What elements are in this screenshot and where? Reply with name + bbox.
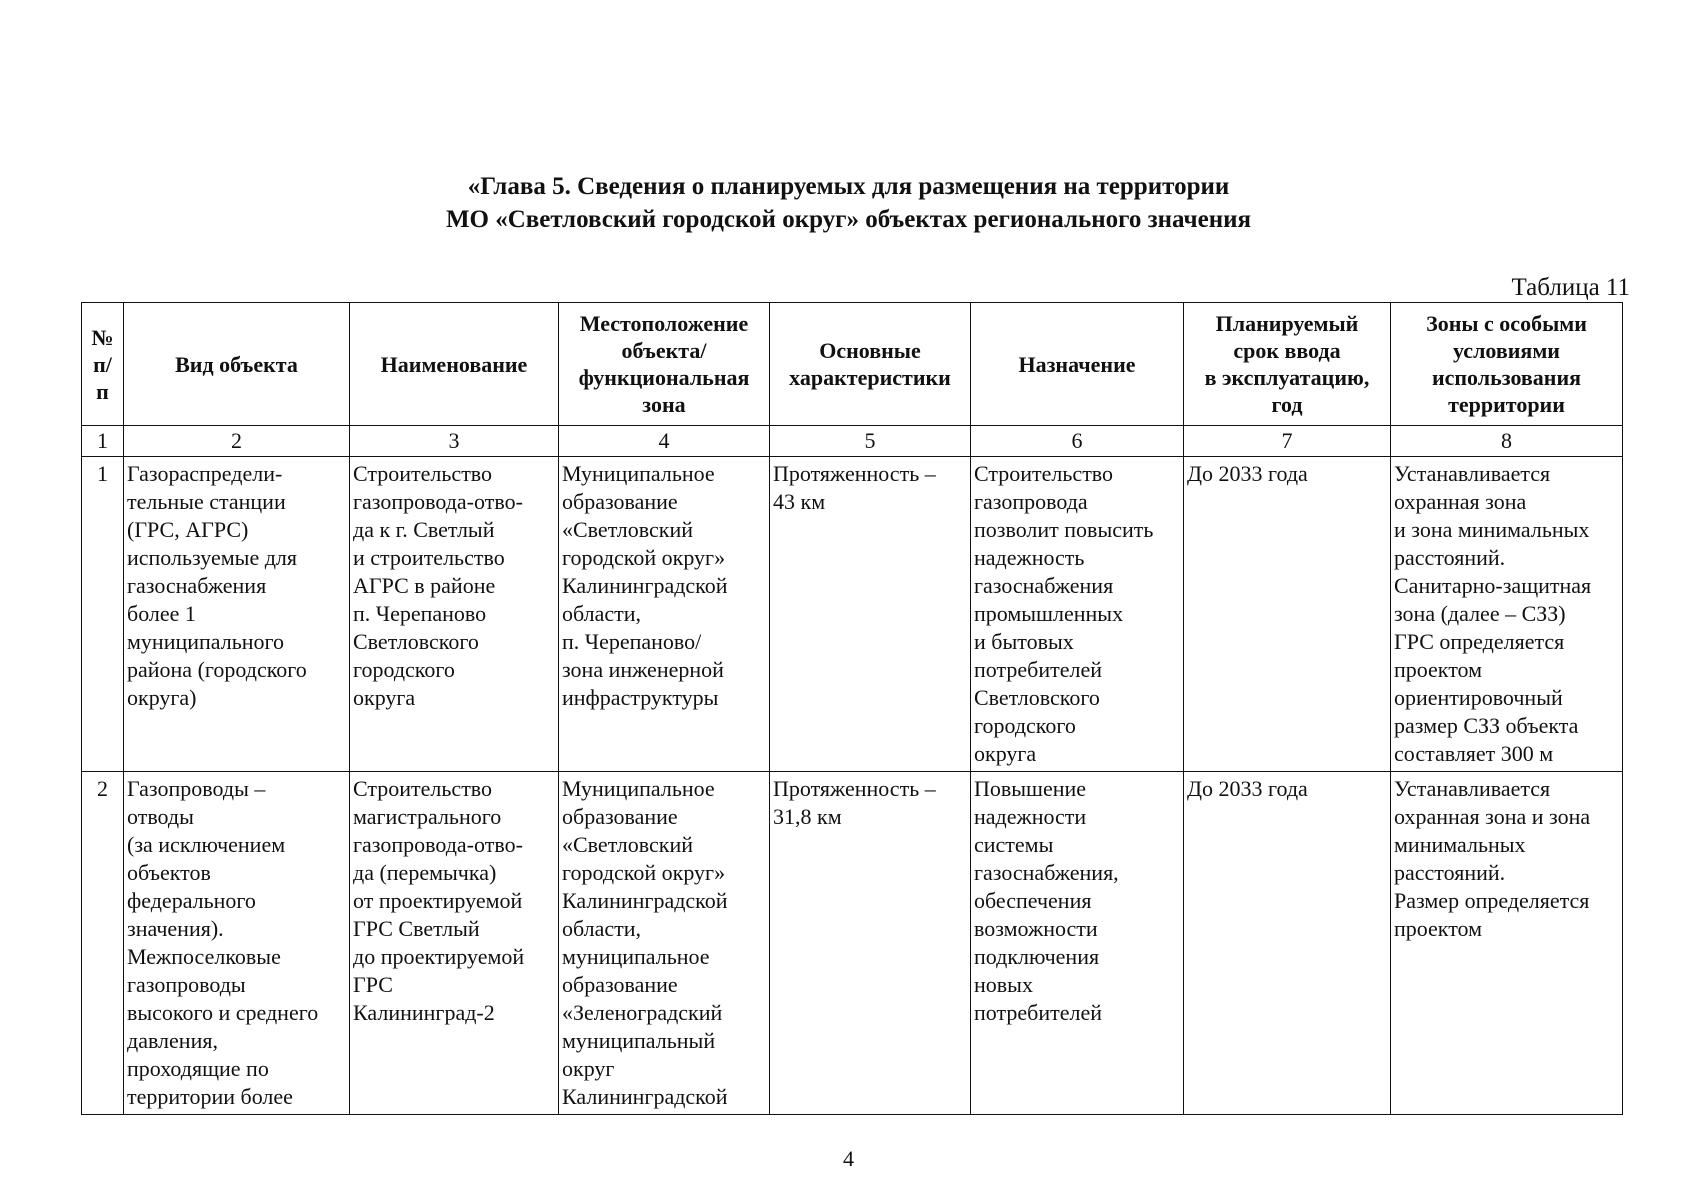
- cell-line: Устанавливается: [1394, 776, 1551, 801]
- header-commissioning-term: [1184, 303, 1391, 426]
- cell-line: значения).: [127, 916, 224, 941]
- cell-line: возможности: [974, 916, 1098, 941]
- cell-line: надежность: [974, 545, 1085, 570]
- cell-line: газопроводы: [127, 972, 246, 997]
- cell-line: давления,: [127, 1028, 218, 1053]
- cell-special-zones: [1391, 457, 1623, 772]
- cell-row-number: 1: [82, 457, 124, 772]
- cell-line: составляет 300 м: [1394, 741, 1554, 766]
- cell-line: «Светловский: [562, 517, 694, 542]
- cell-line: проходящие по: [127, 1056, 269, 1081]
- cell-line: газоснабжения: [127, 573, 267, 598]
- cell-line: городской округ»: [562, 545, 726, 570]
- cell-commissioning-term: [1184, 457, 1391, 772]
- cell-line: Калининградской: [562, 573, 728, 598]
- document-title: [0, 170, 1697, 236]
- cell-line: зона инженерной: [562, 657, 724, 682]
- cell-line: Протяженность –: [773, 461, 936, 486]
- cell-line: газоснабжения,: [974, 860, 1119, 885]
- table-row: [82, 772, 1623, 1115]
- cell-line: Строительство: [353, 461, 493, 486]
- cell-line: п. Черепаново: [353, 601, 487, 626]
- cell-line: и зона минимальных: [1394, 517, 1590, 542]
- cell-line: (ГРС, АГРС): [127, 517, 249, 542]
- cell-object-type: [124, 772, 350, 1115]
- column-number-cell: 3: [350, 426, 559, 457]
- column-number-cell: 6: [971, 426, 1184, 457]
- header-purpose: [971, 303, 1184, 426]
- cell-line: год: [1271, 392, 1303, 417]
- cell-line: ГРС Светлый: [353, 916, 480, 941]
- table-row: [82, 457, 1623, 772]
- cell-line: округ: [562, 1056, 615, 1081]
- cell-line: проектом: [1394, 916, 1483, 941]
- cell-line: Строительство: [974, 461, 1114, 486]
- cell-line: Газопроводы –: [127, 776, 266, 801]
- cell-line: Газораспредели-: [127, 461, 283, 486]
- cell-line: Вид объекта: [175, 351, 298, 377]
- cell-line: расстояний.: [1394, 860, 1506, 885]
- table-header-row: [82, 303, 1623, 426]
- cell-line: До 2033 года: [1187, 776, 1308, 801]
- cell-line: муниципальное: [562, 944, 710, 969]
- cell-purpose: [971, 772, 1184, 1115]
- header-characteristics: [770, 303, 971, 426]
- cell-line: Размер определяется: [1394, 888, 1590, 913]
- cell-characteristics: [770, 772, 971, 1115]
- cell-line: ГРС определяется: [1394, 629, 1565, 654]
- cell-line: Калининградской: [562, 888, 728, 913]
- cell-line: Калининградской: [562, 1084, 728, 1109]
- column-number-row: [82, 426, 1623, 457]
- cell-line: инфраструктуры: [562, 685, 719, 710]
- cell-line: охранная зона и зона: [1394, 804, 1591, 829]
- column-number-cell: 4: [559, 426, 770, 457]
- cell-line: газоснабжения: [974, 573, 1114, 598]
- title-line-1: «Глава 5. Сведения о планируемых для размещения на территории: [467, 173, 1230, 200]
- cell-line: Санитарно-защитная: [1394, 573, 1592, 598]
- cell-line: образование: [562, 804, 678, 829]
- cell-location: [559, 772, 770, 1115]
- cell-line: позволит повысить: [974, 517, 1154, 542]
- title-line-2: МО «Светловский городской округ» объектах регионального значения: [445, 206, 1252, 233]
- cell-object-type: [124, 457, 350, 772]
- page-number: 4: [843, 1146, 854, 1171]
- cell-line: более 1: [127, 601, 196, 626]
- cell-line: газопровода: [974, 489, 1088, 514]
- column-number-cell: 5: [770, 426, 971, 457]
- cell-location: [559, 457, 770, 772]
- cell-line: отводы: [127, 804, 194, 829]
- cell-line: газопровода-отво-: [353, 832, 523, 857]
- cell-line: АГРС в районе: [353, 573, 496, 598]
- cell-line: района (городского: [127, 657, 307, 682]
- cell-line: 43 км: [773, 489, 826, 514]
- cell-line: потребителей: [974, 657, 1102, 682]
- cell-line: Зоны с особыми: [1426, 311, 1587, 336]
- cell-line: Планируемый: [1215, 311, 1359, 336]
- cell-line: объекта/: [621, 338, 707, 363]
- cell-line: и строительство: [353, 545, 505, 570]
- cell-line: Светловского: [353, 629, 479, 654]
- cell-line: Основные: [819, 338, 921, 363]
- cell-line: промышленных: [974, 601, 1124, 626]
- cell-line: Калининград-2: [353, 1000, 495, 1025]
- cell-line: п. Черепаново/: [562, 629, 702, 654]
- cell-line: п/: [93, 351, 112, 377]
- header-name: [350, 303, 559, 426]
- cell-line: подключения: [974, 944, 1100, 969]
- cell-line: охранная зона: [1394, 489, 1527, 514]
- cell-line: территории более: [127, 1084, 293, 1109]
- cell-line: городской округ»: [562, 860, 726, 885]
- cell-line: области,: [562, 601, 642, 626]
- cell-line: ГРС: [353, 972, 393, 997]
- cell-line: 31,8 км: [773, 804, 842, 829]
- cell-line: п: [96, 378, 109, 404]
- cell-line: газопровода-отво-: [353, 489, 523, 514]
- cell-line: Протяженность –: [773, 776, 936, 801]
- cell-line: Муниципальное: [562, 776, 715, 801]
- cell-name: [350, 457, 559, 772]
- cell-line: расстояний.: [1394, 545, 1506, 570]
- column-number-cell: 8: [1391, 426, 1623, 457]
- cell-line: образование: [562, 489, 678, 514]
- cell-line: да к г. Светлый: [353, 517, 495, 542]
- cell-line: срок ввода: [1233, 338, 1341, 363]
- header-special-zones: [1391, 303, 1623, 426]
- cell-line: зона: [642, 392, 686, 417]
- cell-line: городского: [974, 713, 1076, 738]
- cell-line: тельные станции: [127, 489, 286, 514]
- cell-line: территории: [1448, 392, 1565, 417]
- header-number: [82, 303, 124, 426]
- cell-line: «Светловский: [562, 832, 694, 857]
- cell-line: муниципальный: [562, 1028, 716, 1053]
- header-object-type: [124, 303, 350, 426]
- cell-line: размер СЗЗ объекта: [1394, 713, 1579, 738]
- cell-line: минимальных: [1394, 832, 1526, 857]
- cell-line: До 2033 года: [1187, 461, 1308, 486]
- cell-line: округа): [127, 685, 197, 710]
- cell-line: (за исключением: [127, 832, 286, 857]
- cell-line: используемые для: [127, 545, 297, 570]
- cell-commissioning-term: [1184, 772, 1391, 1115]
- cell-name: [350, 772, 559, 1115]
- objects-table: [81, 302, 1623, 1115]
- column-number-cell: 1: [82, 426, 124, 457]
- cell-line: «Зеленоградский: [562, 1000, 723, 1025]
- cell-line: городского: [353, 657, 455, 682]
- cell-line: Муниципальное: [562, 461, 715, 486]
- cell-line: объектов: [127, 860, 211, 885]
- cell-line: муниципального: [127, 629, 285, 654]
- cell-line: условиями: [1452, 338, 1560, 363]
- column-number-cell: 7: [1184, 426, 1391, 457]
- cell-line: Светловского: [974, 685, 1100, 710]
- cell-line: характеристики: [789, 365, 951, 390]
- cell-line: округа: [974, 741, 1037, 766]
- cell-line: Повышение: [974, 776, 1087, 801]
- cell-line: от проектируемой: [353, 888, 523, 913]
- cell-line: области,: [562, 916, 642, 941]
- cell-line: проектом: [1394, 657, 1483, 682]
- cell-line: Устанавливается: [1394, 461, 1551, 486]
- column-number-cell: 2: [124, 426, 350, 457]
- cell-row-number: 2: [82, 772, 124, 1115]
- cell-characteristics: [770, 457, 971, 772]
- cell-line: до проектируемой: [353, 944, 525, 969]
- cell-line: использования: [1431, 365, 1582, 390]
- cell-line: Строительство: [353, 776, 493, 801]
- cell-line: новых: [974, 972, 1033, 997]
- cell-line: округа: [353, 685, 416, 710]
- cell-line: магистрального: [353, 804, 502, 829]
- cell-line: высокого и среднего: [127, 1000, 319, 1025]
- cell-line: в эксплуатацию,: [1204, 365, 1370, 390]
- cell-purpose: [971, 457, 1184, 772]
- cell-line: надежности: [974, 804, 1087, 829]
- cell-line: системы: [974, 832, 1054, 857]
- table-caption: Таблица 11: [1511, 274, 1630, 301]
- header-location: [559, 303, 770, 426]
- cell-line: Назначение: [1018, 351, 1136, 377]
- cell-line: потребителей: [974, 1000, 1102, 1025]
- cell-line: функциональная: [578, 365, 750, 390]
- cell-line: и бытовых: [974, 629, 1074, 654]
- cell-special-zones: [1391, 772, 1623, 1115]
- cell-line: Местоположение: [579, 311, 749, 336]
- cell-line: образование: [562, 972, 678, 997]
- cell-line: №: [91, 324, 114, 350]
- cell-line: обеспечения: [974, 888, 1092, 913]
- cell-line: ориентировочный: [1394, 685, 1563, 710]
- cell-line: федерального: [127, 888, 256, 913]
- cell-line: Межпоселковые: [127, 944, 281, 969]
- cell-line: зона (далее – СЗЗ): [1394, 601, 1566, 626]
- cell-line: да (перемычка): [353, 860, 497, 885]
- cell-line: Наименование: [380, 351, 528, 377]
